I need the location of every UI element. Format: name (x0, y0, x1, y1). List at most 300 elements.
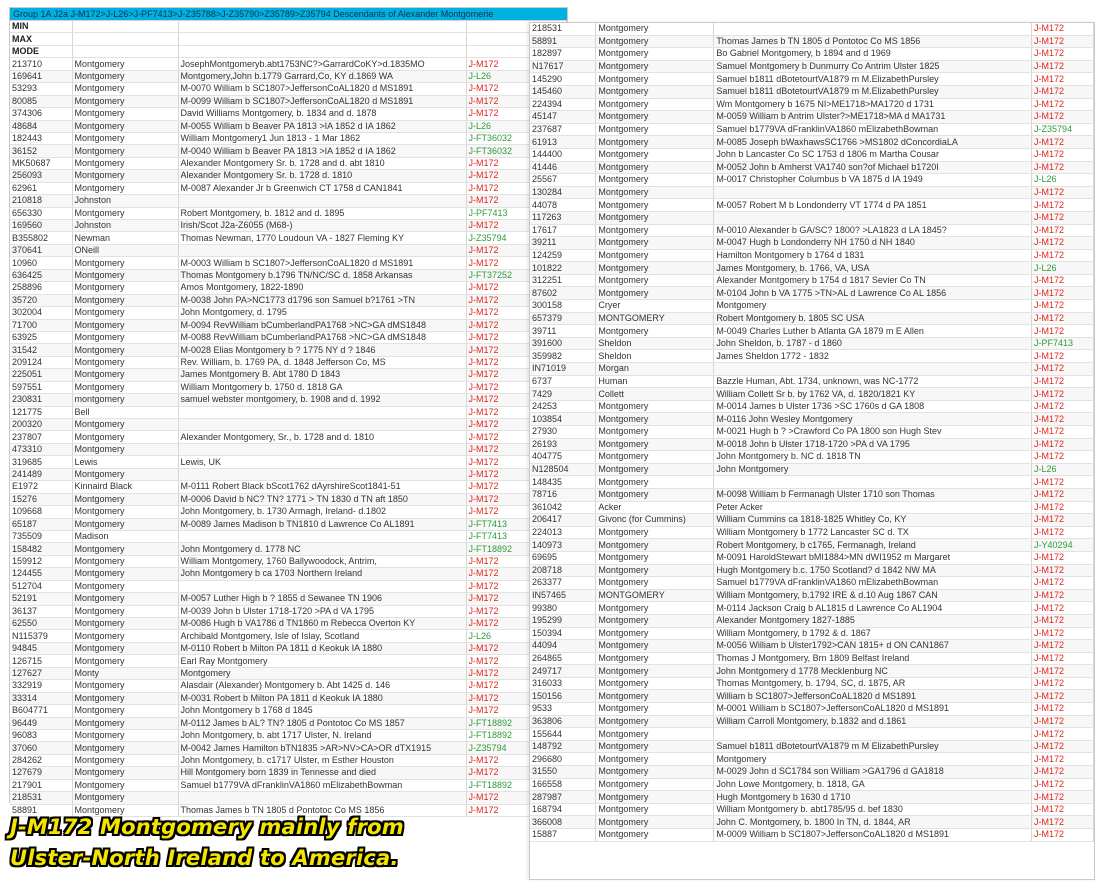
ancestor-cell: M-0052 John b Amherst VA1740 son?of Michael b1720I (714, 161, 1032, 174)
ancestor-cell: M-0014 James b Ulster 1736 >SC 1760s d GA 1808 (714, 400, 1032, 413)
haplogroup-cell: J-M172 (1032, 375, 1094, 388)
kit-number-cell: 213710 (10, 58, 72, 70)
haplogroup-cell: J-M172 (466, 655, 566, 667)
kit-number-cell: 96083 (10, 729, 72, 741)
kit-number-cell: 391600 (530, 337, 596, 350)
haplogroup-cell: J-L26 (466, 630, 566, 642)
right-spreadsheet (529, 22, 1095, 880)
table-row (530, 98, 1094, 111)
kit-number-cell: 124455 (10, 568, 72, 580)
surname-cell: Bell (72, 406, 178, 418)
ancestor-cell: Samuel b1779VA dFranklinVA1860 mElizabethBowman (714, 577, 1032, 590)
surname-cell: Montgomery (596, 23, 714, 35)
table-row (10, 70, 566, 82)
kit-number-cell: B355802 (10, 232, 72, 244)
ancestor-cell: M-0057 Robert M b Londonderry VT 1774 d PA 1851 (714, 199, 1032, 212)
surname-cell: Montgomery (596, 98, 714, 111)
surname-cell: Montgomery (72, 269, 178, 281)
kit-number-cell: 230831 (10, 394, 72, 406)
ancestor-cell: William Montgomery b. 1750 d. 1818 GA (178, 381, 466, 393)
table-row (530, 438, 1094, 451)
surname-cell: Montgomery (596, 111, 714, 124)
table-row (530, 690, 1094, 703)
kit-number-cell: 332919 (10, 680, 72, 692)
haplogroup-cell: J-M172 (1032, 274, 1094, 287)
stat-row (10, 21, 566, 33)
ancestor-cell: M-0049 Charles Luther b Atlanta GA 1879 m E Allen (714, 325, 1032, 338)
surname-cell: Montgomery (72, 543, 178, 555)
ancestor-cell (178, 580, 466, 592)
table-row (10, 220, 566, 232)
ancestor-cell: John Montgomery b. NC d. 1818 TN (714, 451, 1032, 464)
table-row (530, 174, 1094, 187)
ancestor-cell: Thomas Montgomery b.1796 TN/NC/SC d. 1858 Arkansas (178, 269, 466, 281)
kit-number-cell: 158482 (10, 543, 72, 555)
table-row (10, 319, 566, 331)
ancestor-cell: Montgomery (714, 753, 1032, 766)
kit-number-cell: 241489 (10, 468, 72, 480)
surname-cell: Lewis (72, 456, 178, 468)
surname-cell: Montgomery (72, 518, 178, 530)
surname-cell: Montgomery (596, 237, 714, 250)
kit-number-cell: 224394 (530, 98, 596, 111)
kit-number-cell: 597551 (10, 381, 72, 393)
table-row (530, 539, 1094, 552)
table-row (530, 740, 1094, 753)
surname-cell: Montgomery (72, 344, 178, 356)
haplogroup-cell: J-M172 (1032, 602, 1094, 615)
ancestor-cell: Hugh Montgomery b.c. 1750 Scotland? d 1842 NW MA (714, 564, 1032, 577)
ancestor-cell: Alexander Montgomery b 1754 d 1817 Sevier Co TN (714, 274, 1032, 287)
table-row (10, 779, 566, 791)
kit-number-cell: 17617 (530, 224, 596, 237)
surname-cell: Montgomery (596, 463, 714, 476)
surname-cell: Montgomery (596, 325, 714, 338)
kit-number-cell: 127679 (10, 767, 72, 779)
haplogroup-cell: J-M172 (466, 95, 566, 107)
kit-number-cell: 200320 (10, 419, 72, 431)
kit-number-cell: N17617 (530, 60, 596, 73)
table-row (10, 132, 566, 144)
kit-number-cell: 150156 (530, 690, 596, 703)
kit-number-cell: 24253 (530, 400, 596, 413)
ancestor-cell: M-0047 Hugh b Londonderry NH 1750 d NH 1840 (714, 237, 1032, 250)
kit-number-cell: 302004 (10, 307, 72, 319)
haplogroup-cell: J-M172 (466, 157, 566, 169)
surname-cell: Givonc (for Cummins) (596, 514, 714, 527)
kit-number-cell: 87602 (530, 287, 596, 300)
kit-number-cell: 225051 (10, 369, 72, 381)
haplogroup-cell: J-FT36032 (466, 132, 566, 144)
table-row (530, 728, 1094, 741)
kit-number-cell: 31550 (530, 766, 596, 779)
table-row (10, 356, 566, 368)
surname-cell: Montgomery (72, 443, 178, 455)
ancestor-cell: M-0070 William b SC1807>JeffersonCoAL1820 d MS1891 (178, 83, 466, 95)
left-kit-table (10, 21, 567, 817)
surname-cell: Montgomery (596, 715, 714, 728)
haplogroup-cell: J-M172 (466, 667, 566, 679)
surname-cell: Montgomery (596, 816, 714, 829)
caption-line-2: Ulster-North Ireland to America. (10, 846, 399, 870)
ancestor-cell: Earl Ray Montgomery (178, 655, 466, 667)
surname-cell: Montgomery (72, 331, 178, 343)
surname-cell: Montgomery (596, 426, 714, 439)
surname-cell: Montgomery (596, 400, 714, 413)
haplogroup-cell: J-M172 (1032, 287, 1094, 300)
stat-empty-cell (72, 21, 178, 33)
table-row (530, 476, 1094, 489)
table-row (530, 400, 1094, 413)
surname-cell: Montgomery (72, 618, 178, 630)
surname-cell: Montgomery (596, 778, 714, 791)
stat-empty-cell (178, 33, 466, 45)
kit-number-cell: 39711 (530, 325, 596, 338)
stat-row (10, 45, 566, 57)
haplogroup-cell: J-M172 (1032, 803, 1094, 816)
haplogroup-cell: J-FT36032 (466, 145, 566, 157)
ancestor-cell: William Montgomery, b.1792 IRE & d.10 Aug 1867 CAN (714, 589, 1032, 602)
haplogroup-cell: J-M172 (466, 481, 566, 493)
table-row (530, 526, 1094, 539)
haplogroup-cell: J-M172 (1032, 400, 1094, 413)
ancestor-cell: Samuel b1779VA dFranklinVA1860 mElizabethBowman (714, 123, 1032, 136)
kit-number-cell: 140973 (530, 539, 596, 552)
surname-cell: Montgomery (72, 58, 178, 70)
haplogroup-cell: J-M172 (466, 692, 566, 704)
ancestor-cell (714, 186, 1032, 199)
kit-number-cell: 39211 (530, 237, 596, 250)
haplogroup-cell: J-M172 (466, 307, 566, 319)
kit-number-cell: 316033 (530, 677, 596, 690)
table-row (10, 394, 566, 406)
haplogroup-cell: J-M172 (466, 705, 566, 717)
haplogroup-cell: J-Y40294 (1032, 539, 1094, 552)
haplogroup-cell: J-M172 (1032, 551, 1094, 564)
table-row (10, 580, 566, 592)
kit-number-cell: 145290 (530, 73, 596, 86)
haplogroup-cell: J-M172 (466, 804, 566, 816)
ancestor-cell: Samuel b1779VA dFranklinVA1860 mElizabethBowman (178, 779, 466, 791)
ancestor-cell: William Montgomery, b 1792 & d. 1867 (714, 627, 1032, 640)
ancestor-cell: John Montgomery d 1778 Mecklenburg NC (714, 665, 1032, 678)
surname-cell: Montgomery (596, 526, 714, 539)
surname-cell: Montgomery (72, 120, 178, 132)
ancestor-cell (178, 530, 466, 542)
table-row (530, 413, 1094, 426)
table-row (10, 767, 566, 779)
table-row (10, 170, 566, 182)
ancestor-cell: William Collett Sr b. by 1762 VA, d. 1820/1821 KY (714, 388, 1032, 401)
ancestor-cell: JosephMontgomeryb.abt1753NC?>GarrardCoKY>d.1835MO (178, 58, 466, 70)
kit-number-cell: 31542 (10, 344, 72, 356)
kit-number-cell: 168794 (530, 803, 596, 816)
kit-number-cell: 237807 (10, 431, 72, 443)
haplogroup-cell: J-M172 (1032, 652, 1094, 665)
haplogroup-cell: J-M172 (1032, 363, 1094, 376)
ancestor-cell: M-0059 William b Antrim Ulster?>ME1718>MA d MA1731 (714, 111, 1032, 124)
ancestor-cell: John Montgomery (714, 463, 1032, 476)
haplogroup-cell: J-M172 (1032, 715, 1094, 728)
surname-cell: Collett (596, 388, 714, 401)
ancestor-cell: Archibald Montgomery, Isle of Islay, Scotland (178, 630, 466, 642)
kit-number-cell: 6737 (530, 375, 596, 388)
ancestor-cell: Hamilton Montgomery b 1764 d 1831 (714, 249, 1032, 262)
haplogroup-cell: J-M172 (466, 282, 566, 294)
haplogroup-cell: J-M172 (1032, 665, 1094, 678)
surname-cell: Montgomery (596, 48, 714, 61)
ancestor-cell: M-0042 James Hamilton bTN1835 >AR>NV>CA>OR dTX1915 (178, 742, 466, 754)
table-row (530, 85, 1094, 98)
table-row (10, 269, 566, 281)
table-row (530, 48, 1094, 61)
table-row (10, 232, 566, 244)
surname-cell: Montgomery (596, 703, 714, 716)
kit-number-cell: 319685 (10, 456, 72, 468)
kit-number-cell: 370641 (10, 244, 72, 256)
surname-cell: Montgomery (596, 262, 714, 275)
kit-number-cell: 94845 (10, 642, 72, 654)
surname-cell: Montgomery (72, 83, 178, 95)
table-row (530, 778, 1094, 791)
ancestor-cell: William Montgomery1 Jun 1813 - 1 Mar 1862 (178, 132, 466, 144)
haplogroup-cell: J-FT7413 (466, 530, 566, 542)
table-row (530, 640, 1094, 653)
ancestor-cell: M-0057 Luther High b ? 1855 d Sewanee TN 1906 (178, 593, 466, 605)
haplogroup-cell: J-M172 (466, 257, 566, 269)
kit-number-cell: 45147 (530, 111, 596, 124)
haplogroup-cell: J-M172 (1032, 728, 1094, 741)
surname-cell: Montgomery (72, 655, 178, 667)
surname-cell: Johnston (72, 220, 178, 232)
table-row (530, 274, 1094, 287)
haplogroup-cell: J-M172 (1032, 111, 1094, 124)
table-row (10, 605, 566, 617)
ancestor-cell: John Montgomery, b. 1730 Armagh, Ireland- d.1802 (178, 506, 466, 518)
surname-cell: Montgomery (72, 580, 178, 592)
haplogroup-cell: J-M172 (466, 58, 566, 70)
haplogroup-cell: J-M172 (1032, 211, 1094, 224)
kit-number-cell: N128504 (530, 463, 596, 476)
table-row (10, 294, 566, 306)
haplogroup-cell: J-M172 (466, 294, 566, 306)
kit-number-cell: 657379 (530, 312, 596, 325)
kit-number-cell: 65187 (10, 518, 72, 530)
kit-number-cell: 36152 (10, 145, 72, 157)
surname-cell: Montgomery (596, 614, 714, 627)
surname-cell: Montgomery (596, 488, 714, 501)
ancestor-cell: Lewis, UK (178, 456, 466, 468)
table-row (10, 530, 566, 542)
kit-number-cell: 52191 (10, 593, 72, 605)
table-row (530, 237, 1094, 250)
haplogroup-cell: J-M172 (1032, 388, 1094, 401)
surname-cell: Sheldon (596, 350, 714, 363)
ancestor-cell (178, 443, 466, 455)
haplogroup-cell: J-M172 (466, 593, 566, 605)
table-row (530, 312, 1094, 325)
kit-number-cell: 35720 (10, 294, 72, 306)
surname-cell: Montgomery (596, 199, 714, 212)
surname-cell: Montgomery (72, 555, 178, 567)
surname-cell: Montgomery (596, 35, 714, 48)
kit-number-cell: 224013 (530, 526, 596, 539)
surname-cell: Montgomery (72, 381, 178, 393)
kit-number-cell: 361042 (530, 501, 596, 514)
kit-number-cell: 148792 (530, 740, 596, 753)
ancestor-cell: Montgomery (714, 300, 1032, 313)
haplogroup-cell: J-M172 (1032, 640, 1094, 653)
table-row (530, 123, 1094, 136)
table-row (10, 468, 566, 480)
haplogroup-cell: J-M172 (466, 331, 566, 343)
ancestor-cell: Alexander Montgomery 1827-1885 (714, 614, 1032, 627)
ancestor-cell: M-0006 David b NC? TN? 1771 > TN 1830 d TN aft 1850 (178, 493, 466, 505)
kit-number-cell: 169641 (10, 70, 72, 82)
table-row (530, 829, 1094, 842)
surname-cell: Montgomery (596, 211, 714, 224)
stat-empty-cell (178, 21, 466, 33)
table-row (530, 602, 1094, 615)
haplogroup-cell: J-M172 (466, 344, 566, 356)
surname-cell: Montgomery (596, 640, 714, 653)
kit-number-cell: 210818 (10, 195, 72, 207)
table-row (10, 493, 566, 505)
kit-number-cell: 263377 (530, 577, 596, 590)
table-row (10, 95, 566, 107)
kit-number-cell: 63925 (10, 331, 72, 343)
haplogroup-cell: J-M172 (466, 580, 566, 592)
surname-cell: Montgomery (596, 451, 714, 464)
surname-cell: MONTGOMERY (596, 589, 714, 602)
table-row (530, 186, 1094, 199)
haplogroup-cell: J-M172 (1032, 148, 1094, 161)
surname-cell: Montgomery (72, 692, 178, 704)
haplogroup-cell: J-M172 (466, 680, 566, 692)
ancestor-cell: Samuel b1811 dBotetourtVA1879 m M.ElizabethPursley (714, 73, 1032, 86)
surname-cell: Montgomery (72, 630, 178, 642)
table-row (530, 136, 1094, 149)
surname-cell: Montgomery (596, 677, 714, 690)
ancestor-cell: M-0089 James Madison b TN1810 d Lawrence Co AL1891 (178, 518, 466, 530)
stat-empty-cell (178, 45, 466, 57)
ancestor-cell: John Montgomery b 1768 d 1845 (178, 705, 466, 717)
kit-number-cell: 636425 (10, 269, 72, 281)
ancestor-cell: Irish/Scot J2a-Z6055 (M68-) (178, 220, 466, 232)
haplogroup-cell: J-FT18892 (466, 779, 566, 791)
table-row (530, 35, 1094, 48)
haplogroup-cell: J-FT18892 (466, 729, 566, 741)
surname-cell: Montgomery (72, 804, 178, 816)
ancestor-cell: John Montgomery, b. abt 1717 Ulster, N. Ireland (178, 729, 466, 741)
table-row (530, 589, 1094, 602)
right-kit-table (530, 23, 1094, 842)
table-row (530, 665, 1094, 678)
ancestor-cell: Robert Montgomery, b c1765, Fermanagh, Ireland (714, 539, 1032, 552)
haplogroup-cell: J-M172 (1032, 703, 1094, 716)
haplogroup-cell: J-M172 (466, 356, 566, 368)
table-row (10, 381, 566, 393)
haplogroup-cell: J-M172 (1032, 753, 1094, 766)
surname-cell: Montgomery (596, 665, 714, 678)
haplogroup-cell: J-M172 (1032, 589, 1094, 602)
table-row (530, 249, 1094, 262)
table-row (530, 287, 1094, 300)
ancestor-cell: John Montgomery, d. 1795 (178, 307, 466, 319)
table-row (10, 120, 566, 132)
table-row (530, 224, 1094, 237)
kit-number-cell: 36137 (10, 605, 72, 617)
haplogroup-cell: J-M172 (1032, 224, 1094, 237)
table-row (10, 642, 566, 654)
table-row (530, 148, 1094, 161)
table-row (10, 443, 566, 455)
caption-line-1: J-M172 Montgomery mainly from (10, 815, 404, 839)
ancestor-cell (178, 419, 466, 431)
kit-number-cell: 44078 (530, 199, 596, 212)
kit-number-cell: B604771 (10, 705, 72, 717)
table-row (10, 705, 566, 717)
haplogroup-cell: J-M172 (1032, 350, 1094, 363)
ancestor-cell: M-0038 John PA>NC1773 d1796 son Samuel b?1761 >TN (178, 294, 466, 306)
kit-number-cell: 258896 (10, 282, 72, 294)
surname-cell: Montgomery (72, 779, 178, 791)
haplogroup-cell: J-M172 (466, 406, 566, 418)
table-row (530, 161, 1094, 174)
ancestor-cell (178, 406, 466, 418)
ancestor-cell: M-0021 Hugh b ? >Crawford Co PA 1800 son Hugh Stev (714, 426, 1032, 439)
kit-number-cell: 159912 (10, 555, 72, 567)
haplogroup-cell: J-M172 (466, 195, 566, 207)
haplogroup-cell: J-L26 (1032, 463, 1094, 476)
kit-number-cell: 374306 (10, 108, 72, 120)
kit-number-cell: 264865 (530, 652, 596, 665)
surname-cell: Montgomery (72, 207, 178, 219)
haplogroup-cell: J-M172 (466, 555, 566, 567)
surname-cell: Montgomery (596, 287, 714, 300)
haplogroup-cell: J-M172 (466, 170, 566, 182)
kit-number-cell: 71700 (10, 319, 72, 331)
surname-cell: Montgomery (72, 493, 178, 505)
table-row (10, 244, 566, 256)
surname-cell: Montgomery (72, 145, 178, 157)
kit-number-cell: E1972 (10, 481, 72, 493)
table-row (10, 568, 566, 580)
haplogroup-cell: J-M172 (466, 220, 566, 232)
haplogroup-cell: J-M172 (466, 108, 566, 120)
ancestor-cell: Hugh Montgomery b 1630 d 1710 (714, 791, 1032, 804)
table-row (10, 145, 566, 157)
ancestor-cell: M-0085 Joseph bWaxhawsSC1766 >MS1802 dConcordiaLA (714, 136, 1032, 149)
kit-number-cell: 155644 (530, 728, 596, 741)
kit-number-cell: 145460 (530, 85, 596, 98)
surname-cell: Kinnaird Black (72, 481, 178, 493)
ancestor-cell: David Williams Montgomery, b. 1834 and d. 1878 (178, 108, 466, 120)
haplogroup-cell: J-M172 (1032, 35, 1094, 48)
surname-cell: Montgomery (72, 717, 178, 729)
haplogroup-cell: J-M172 (466, 468, 566, 480)
ancestor-cell: Thomas James b TN 1805 d Pontotoc Co MS 1856 (714, 35, 1032, 48)
ancestor-cell: M-0056 William b Ulster1792>CAN 1815+ d ON CAN1867 (714, 640, 1032, 653)
surname-cell: Montgomery (596, 803, 714, 816)
kit-number-cell: IN57465 (530, 589, 596, 602)
haplogroup-cell: J-FT18892 (466, 543, 566, 555)
kit-number-cell: 26193 (530, 438, 596, 451)
haplogroup-cell: J-M172 (1032, 60, 1094, 73)
table-row (530, 60, 1094, 73)
ancestor-cell (714, 363, 1032, 376)
kit-number-cell: 101822 (530, 262, 596, 275)
